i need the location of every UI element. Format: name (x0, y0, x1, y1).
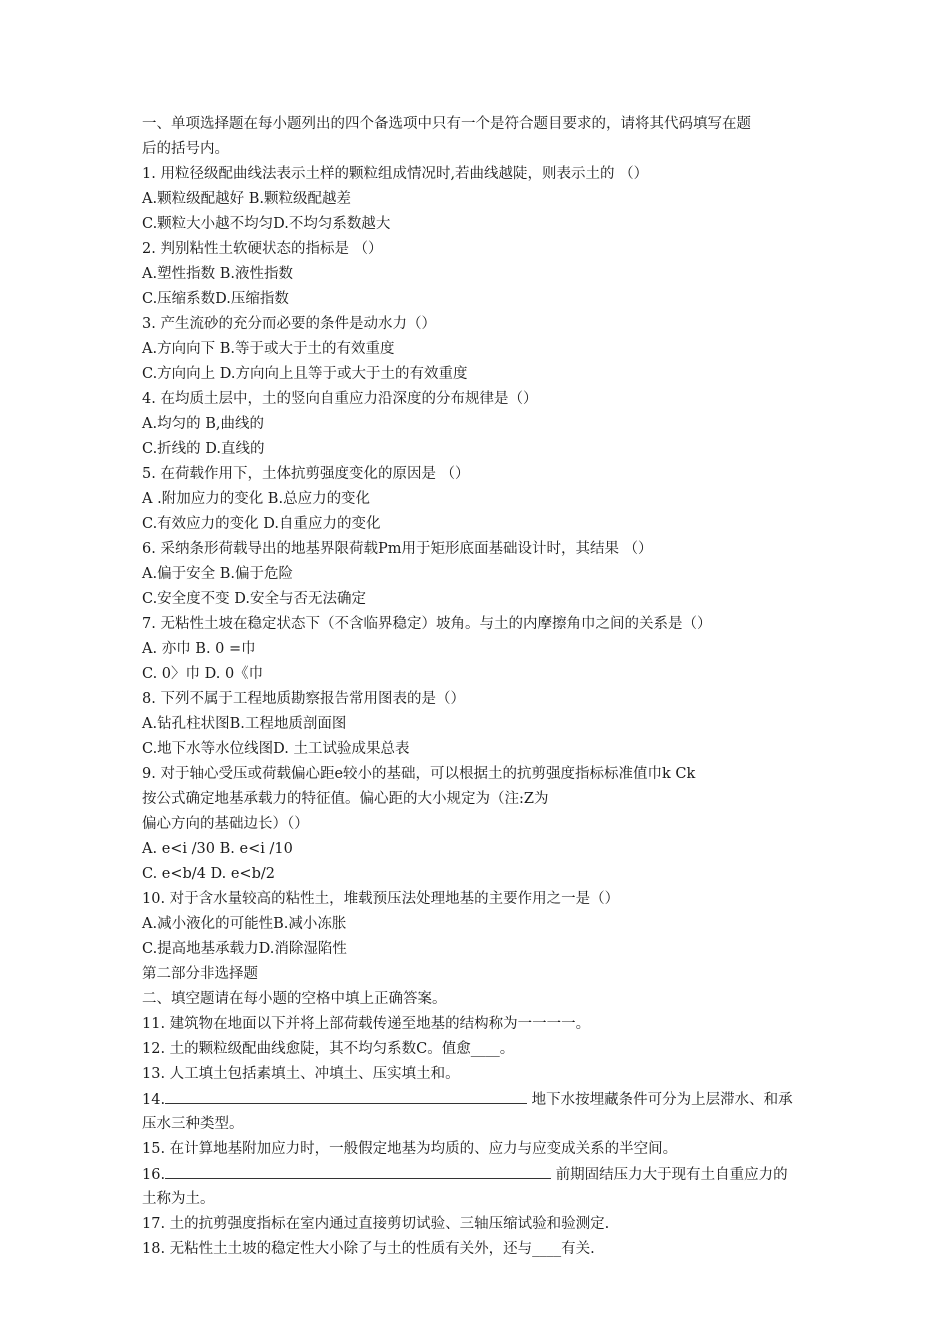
q3-options-ab: A.方向向下 B.等于或大于土的有效重度 (142, 341, 395, 357)
question-9-cont2: 偏心方向的基础边长）（） (142, 816, 309, 832)
q14-answer-blank (165, 1087, 527, 1104)
question-15: 15. 在计算地基附加应力时，一般假定地基为均质的、应力与应变成关系的半空间。 (142, 1141, 678, 1157)
question-8: 8. 下列不属于工程地质勘察报告常用图表的是（） (142, 691, 465, 707)
question-3: 3. 产生流砂的充分而必要的条件是动水力（） (142, 316, 436, 332)
question-1: 1. 用粒径级配曲线法表示土样的颗粒组成情况时,若曲线越陡，则表示土的 （） (142, 166, 649, 182)
q1-options-ab: A.颗粒级配越好 B.颗粒级配越差 (142, 191, 351, 207)
question-4: 4. 在均质土层中，土的竖向自重应力沿深度的分布规律是（） (142, 391, 538, 407)
q10-options-ab: A.减小液化的可能性B.减小冻胀 (142, 916, 347, 932)
q1-options-cd: C.颗粒大小越不均匀D.不均匀系数越大 (142, 216, 391, 232)
question-5: 5. 在荷载作用下，土体抗剪强度变化的原因是 （） (142, 466, 470, 482)
q10-options-cd: C.提高地基承载力D.消除湿陷性 (142, 941, 347, 957)
question-12: 12. 土的颗粒级配曲线愈陡，其不均匀系数C。值愈____。 (142, 1041, 515, 1057)
q16-text: 前期固结压力大于现有土自重应力的 (551, 1167, 788, 1183)
q2-options-ab: A.塑性指数 B.液性指数 (142, 266, 293, 282)
question-9: 9. 对于轴心受压或荷载偏心距e较小的基础，可以根据土的抗剪强度指标标准值巾k Ck (142, 766, 696, 782)
section2-intro: 二、填空题请在每小题的空格中填上正确答案。 (142, 991, 447, 1007)
question-10: 10. 对于含水量较高的粘性土，堆载预压法处理地基的主要作用之一是（） (142, 891, 620, 907)
section1-intro-cont: 后的括号内。 (142, 141, 229, 157)
q2-options-cd: C.压缩系数D.压缩指数 (142, 291, 289, 307)
q6-options-ab: A.偏于安全 B.偏于危险 (142, 566, 293, 582)
q9-options-ab: A. e<i /30 B. e<i /10 (142, 841, 293, 857)
section1-intro: 一、单项选择题在每小题列出的四个备选项中只有一个是符合题目要求的，请将其代码填写在题 (142, 116, 751, 132)
question-2: 2. 判别粘性土软硬状态的指标是 （） (142, 241, 383, 257)
q8-options-ab: A.钻孔柱状图B.工程地质剖面图 (142, 716, 347, 732)
question-11: 11. 建筑物在地面以下并将上部荷载传递至地基的结构称为一一一一。 (142, 1016, 591, 1032)
q14-number: 14. (142, 1092, 166, 1108)
exam-document (142, 112, 822, 1262)
question-16 (142, 1162, 822, 1187)
q6-options-cd: C.安全度不变 D.安全与否无法确定 (142, 591, 367, 607)
q4-options-cd: C.折线的 D.直线的 (142, 441, 265, 457)
q5-options-cd: C.有效应力的变化 D.自重应力的变化 (142, 516, 381, 532)
q7-options-ab: A. 亦巾 B. 0 =巾 (142, 641, 256, 657)
q5-options-ab: A .附加应力的变化 B.总应力的变化 (142, 491, 371, 507)
question-16-cont: 土称为土。 (142, 1191, 215, 1207)
q14-text: 地下水按埋藏条件可分为上层滞水、和承 (527, 1092, 793, 1108)
question-14-cont: 压水三种类型。 (142, 1116, 244, 1132)
q9-options-cd: C. e<b/4 D. e<b/2 (142, 866, 275, 882)
question-7: 7. 无粘性土坡在稳定状态下（不含临界稳定）坡角。与土的内摩擦角巾之间的关系是（） (142, 616, 712, 632)
q7-options-cd: C. 0〉巾 D. 0《巾 (142, 666, 264, 682)
part2-title: 第二部分非选择题 (142, 966, 258, 982)
q3-options-cd: C.方向向上 D.方向向上且等于或大于土的有效重度 (142, 366, 468, 382)
q8-options-cd: C.地下水等水位线图D. 土工试验成果总表 (142, 741, 410, 757)
q4-options-ab: A.均匀的 B,曲线的 (142, 416, 264, 432)
question-6: 6. 采纳条形荷载导出的地基界限荷载Pm用于矩形底面基础设计时，其结果 （） (142, 541, 653, 557)
question-18: 18. 无粘性土土坡的稳定性大小除了与土的性质有关外，还与____有关. (142, 1241, 595, 1257)
question-9-cont: 按公式确定地基承载力的特征值。偏心距的大小规定为（注:Z为 (142, 791, 549, 807)
question-14 (142, 1087, 822, 1112)
q16-number: 16. (142, 1167, 166, 1183)
question-13: 13. 人工填土包括素填土、冲填土、压实填土和。 (142, 1066, 460, 1082)
question-17: 17. 土的抗剪强度指标在室内通过直接剪切试验、三轴压缩试验和验测定. (142, 1216, 610, 1232)
q16-answer-blank (165, 1162, 551, 1179)
